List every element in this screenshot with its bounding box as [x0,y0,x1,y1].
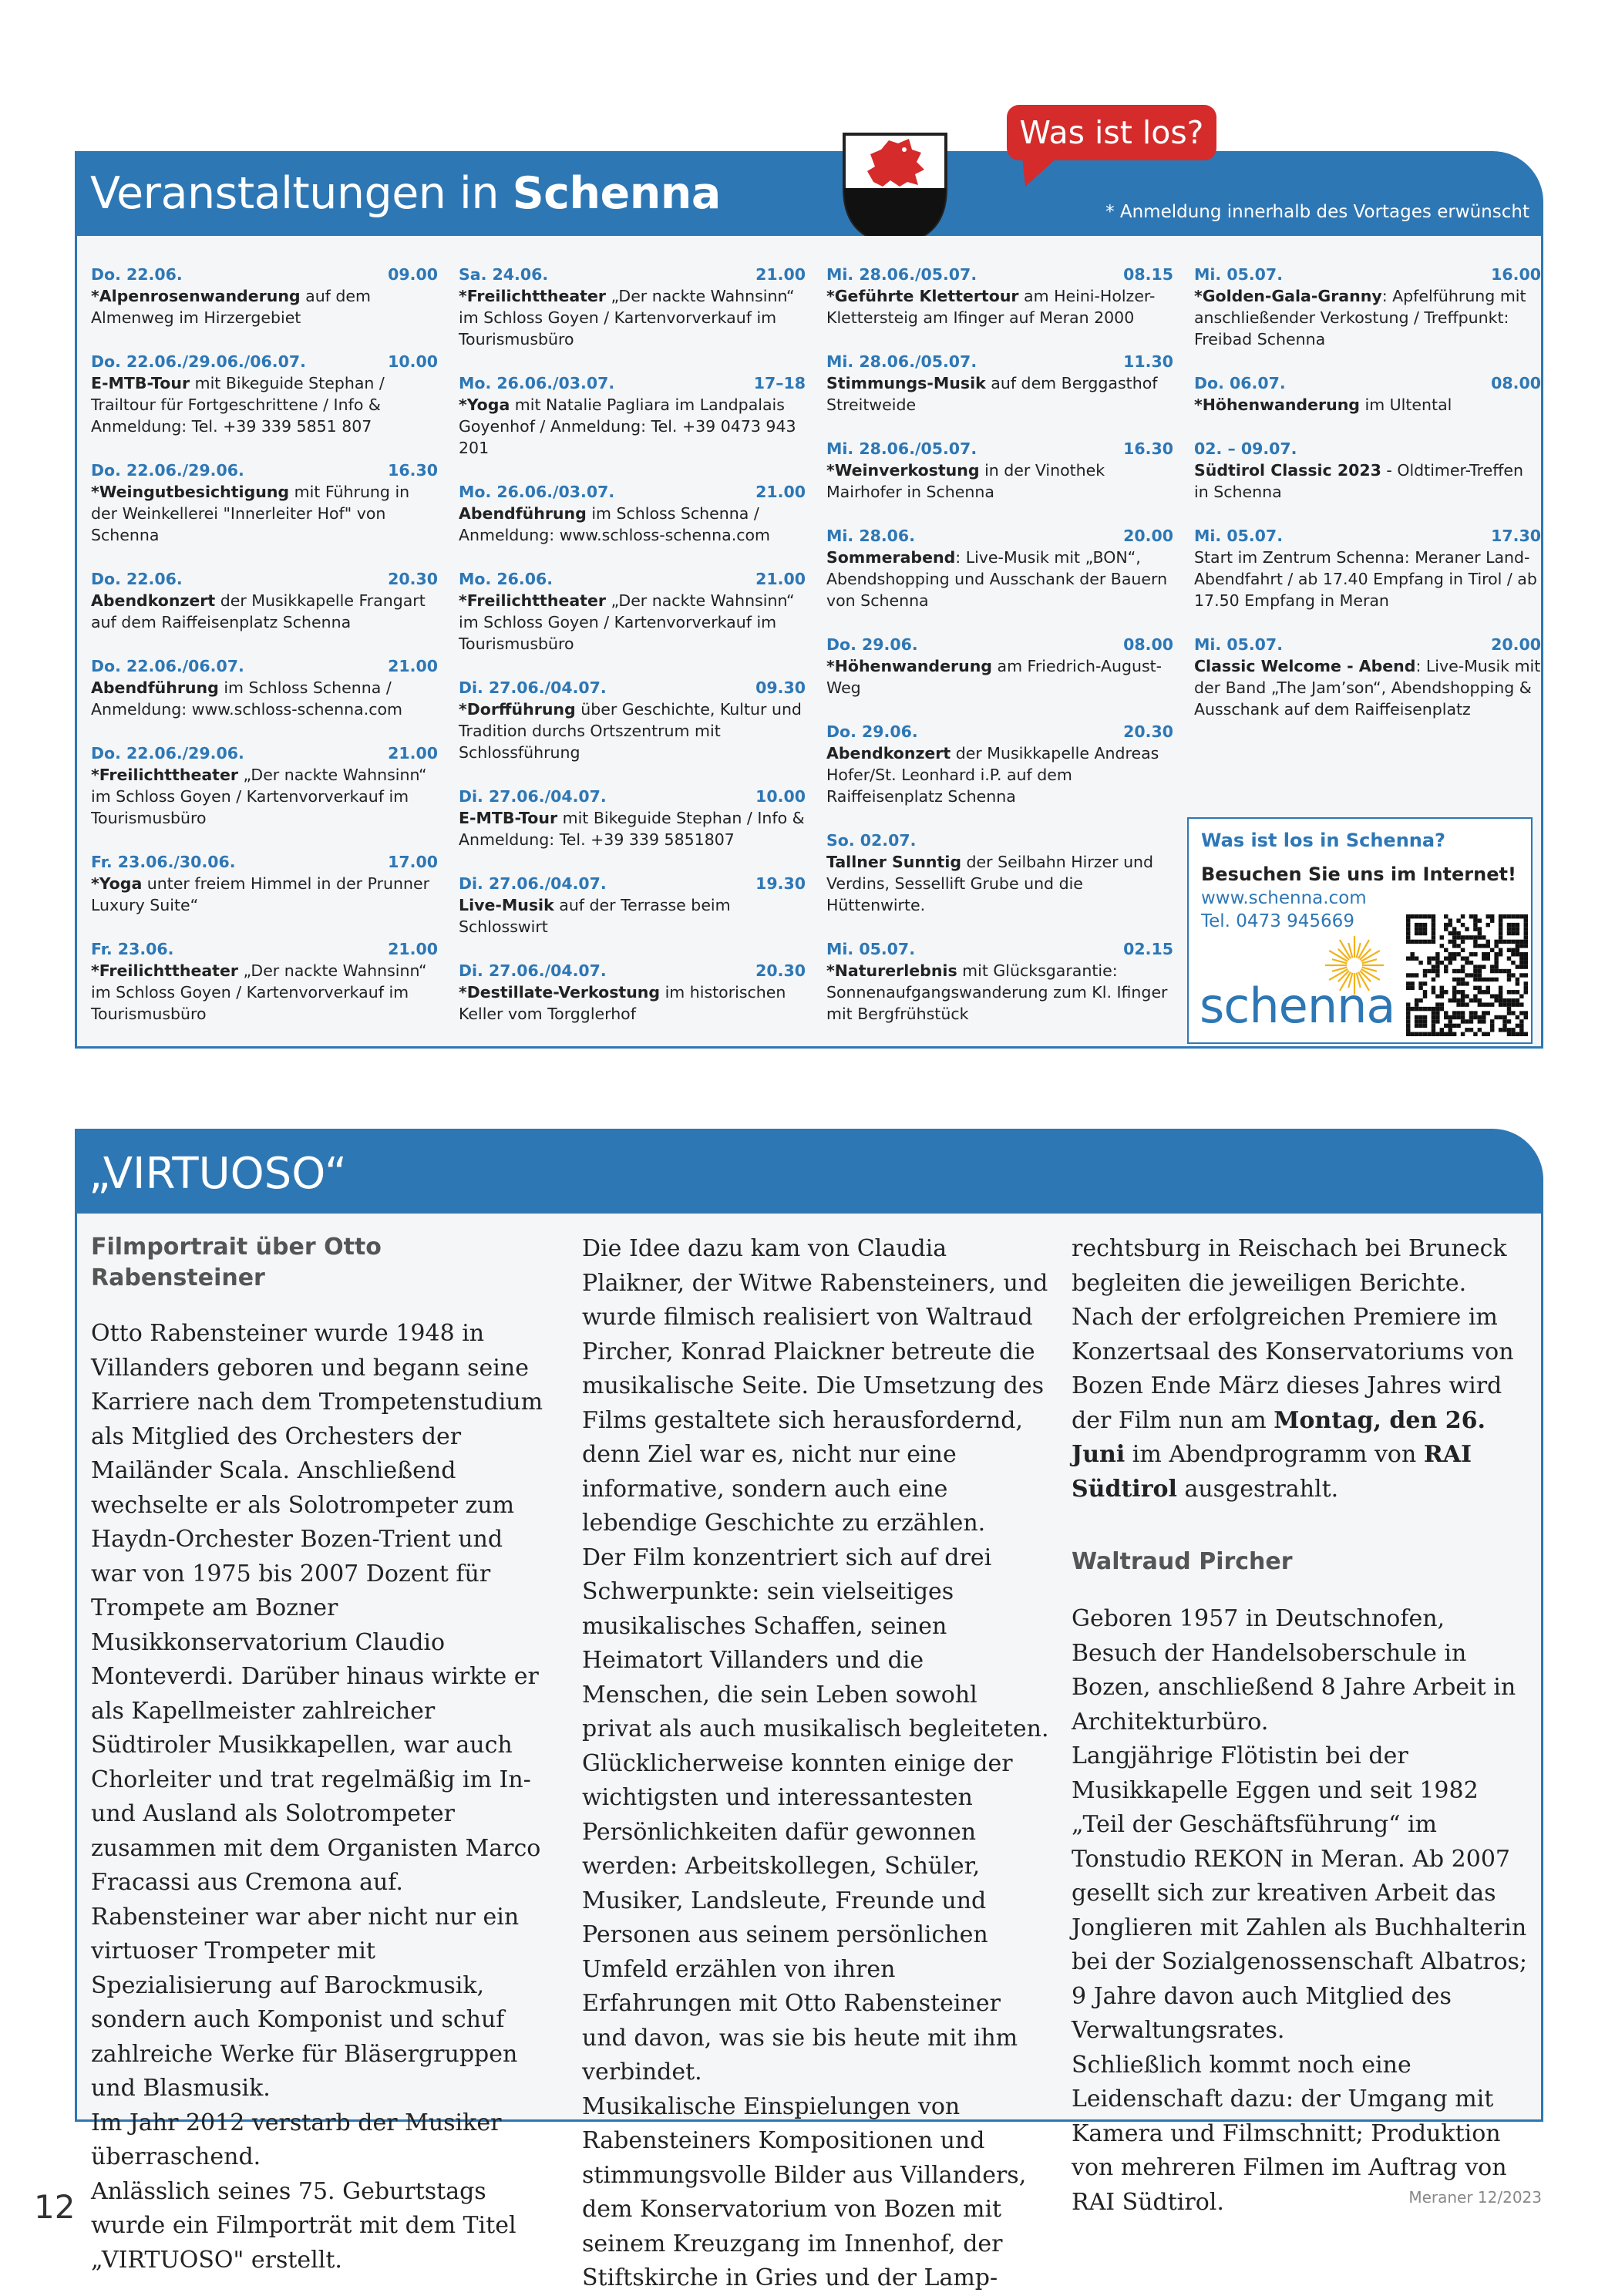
event-detail: mit Glücksgarantie: Sonnenaufgangswanderung zum Kl. Ifinger mit Bergfrühstück [826,961,1168,1023]
event-date: Mi. 05.07. [1194,635,1283,654]
event-name: *Weinverkostung [826,461,980,480]
event-item [826,438,1173,503]
event-header [459,264,806,285]
event-time: 20.00 [1123,527,1173,545]
event-item [459,481,806,546]
event-time: 09.00 [388,265,438,284]
event-name: *Destillate-Verkostung [459,983,661,1002]
event-header [826,830,1173,851]
event-date: Mi. 05.07. [1194,265,1283,284]
event-name: *Dorfführung [459,700,576,719]
event-date: Sa. 24.06. [459,265,549,284]
event-detail: im Schloss Schenna / Anmeldung: www.schloss-schenna.com [459,504,771,544]
event-description [91,481,438,546]
info-website-link[interactable]: www.schenna.com [1201,888,1367,908]
event-detail: der Musikkapelle Frangart auf dem Raiffeisenplatz Schenna [91,591,426,631]
events-title: Veranstaltungen in Schenna [90,168,721,219]
event-item [91,851,438,916]
event-description [826,960,1173,1025]
event-date: Fr. 23.06. [91,940,174,958]
event-name: Abendführung [459,504,587,523]
event-date: Di. 27.06./04.07. [459,787,607,806]
event-item [826,351,1173,416]
event-name: Sommerabend [826,548,956,567]
event-name: *Yoga [91,874,143,893]
event-date: Mo. 26.06. [459,570,554,588]
event-header [826,351,1173,372]
event-detail: mit Führung in der Weinkellerei "Innerleiter Hof" von Schenna [91,483,410,544]
event-header [91,742,438,764]
event-item [459,873,806,938]
callout-bubble: Was ist los? [1007,105,1216,160]
event-date: Mo. 26.06./03.07. [459,374,615,392]
event-date: Do. 22.06./06.07. [91,657,244,675]
event-item [91,351,438,437]
event-date: Do. 22.06./29.06./06.07. [91,352,306,371]
event-date: Do. 22.06./29.06. [91,461,244,480]
event-detail: auf der Terrasse beim Schlosswirt [459,896,731,936]
event-header [459,786,806,807]
event-name: *Freilichttheater [91,766,238,784]
event-header [459,568,806,590]
event-date: Do. 22.06. [91,265,183,284]
event-date: Di. 27.06./04.07. [459,874,607,893]
event-header [826,438,1173,460]
event-time: 16.30 [388,461,438,480]
event-header [459,372,806,394]
event-name: *Weingutbesichtigung [91,483,290,501]
event-item [91,655,438,720]
event-item [1194,438,1541,503]
event-header [1194,264,1541,285]
event-header [1194,438,1541,460]
coat-of-arms-icon [841,131,949,245]
article-subheading: Filmportrait über Otto Rabensteiner [91,1234,382,1291]
schenna-logo: schenna [1200,978,1395,1034]
event-header [826,938,1173,960]
event-time: 08.00 [1491,374,1541,392]
event-header [826,525,1173,547]
event-description [826,460,1173,503]
event-item [826,634,1173,699]
article-title: „VIRTUOSO“ [89,1149,348,1199]
event-item [826,525,1173,611]
events-note: * Anmeldung innerhalb des Vortages erwünscht [1105,202,1529,222]
event-time: 20.00 [1491,635,1541,654]
events-column-2 [459,264,806,1047]
article-paragraph: Die Idee dazu kam von Claudia Plaikner, der Witwe Rabensteiners, und wurde filmisch realisiert von Waltraud Pircher, Konrad Plaickner betreute die musikalische Seite. Die Umsetzung des Films gestaltete sich herausfordernd, denn Ziel war es, nicht nur eine informative, sondern auch eine lebendige Geschichte zu erzählen. Der Film konzentriert sich auf drei Schwerpunkte: sein vielseitiges musikalisches Schaffen, seinen Heimatort Villanders und die Menschen, die sein Leben sowohl privat als auch musikalisch begleiteten. Glücklicherweise konnten einige der wichtigsten und interessantesten Persönlichkeiten dafür gewonnen werden: Arbeitskollegen, Schüler, Musiker, Landsleute, Freunde und Personen aus seinem persönlichen Umfeld erzählen von ihren Erfahrungen mit Otto Rabensteiner und davon, was sie bis heute mit ihm verbindet. Musikalische Einspielungen von Rabensteiners Kompositionen und stimmungsvolle Bilder aus Villanders, dem Konservatorium von Bozen mit seinem Kreuzgang im Innenhof, der Stiftskirche in Gries und der Lamp- [582,1235,1049,2291]
event-time: 09.30 [755,678,806,697]
event-detail: „Der nackte Wahnsinn“ im Schloss Goyen / Kartenvorverkauf im Tourismusbüro [459,591,795,653]
event-time: 08.15 [1123,265,1173,284]
event-item [826,264,1173,328]
article-column-2 [582,1232,1051,2296]
event-header [91,351,438,372]
event-item [459,568,806,655]
event-time: 21.00 [755,265,806,284]
event-name: *Yoga [459,396,510,414]
event-date: Mi. 28.06. [826,527,915,545]
event-header [826,634,1173,655]
event-name: *Höhenwanderung [826,657,992,675]
info-box [1187,817,1533,1044]
event-date: Di. 27.06./04.07. [459,678,607,697]
event-detail: mit Bikeguide Stephan / Info & Anmeldung: Tel. +39 339 5851807 [459,809,805,849]
event-name: *Freilichttheater [459,287,606,305]
event-date: 02. – 09.07. [1194,439,1297,458]
event-date: Mo. 26.06./03.07. [459,483,615,501]
event-time: 21.00 [388,657,438,675]
event-item [91,460,438,546]
event-description [826,372,1173,416]
event-name: *Freilichttheater [459,591,606,610]
event-time: 11.30 [1123,352,1173,371]
event-description [1194,547,1541,611]
event-description [459,699,806,763]
event-time: 16.00 [1491,265,1541,284]
event-name: Abendkonzert [826,744,951,763]
event-time: 20.30 [755,961,806,980]
event-time: 19.30 [755,874,806,893]
event-date: Mi. 05.07. [826,940,915,958]
event-name: Südtirol Classic 2023 [1194,461,1381,480]
event-name: *Golden-Gala-Granny [1194,287,1382,305]
info-phone: Tel. 0473 945669 [1201,911,1354,931]
event-detail: am Heini-Holzer-Klettersteig am Ifinger auf Meran 2000 [826,287,1156,327]
event-time: 10.00 [755,787,806,806]
event-time: 21.00 [755,483,806,501]
event-name: Abendkonzert [91,591,216,610]
event-description [1194,285,1541,350]
event-header [91,655,438,677]
event-time: 20.30 [1123,722,1173,741]
event-item [459,960,806,1025]
event-time: 21.00 [755,570,806,588]
event-item [459,372,806,459]
event-date: Do. 06.07. [1194,374,1286,392]
event-description [459,807,806,850]
event-detail: : Apfelführung mit anschließender Verkostung / Treffpunkt: Freibad Schenna [1194,287,1526,348]
article-subheading: Waltraud Pircher [1072,1548,1293,1575]
event-detail: : Live-Musik mit der Band „The Jam’son“, Abendshopping & Ausschank auf dem Raiffeisenplatz [1194,657,1541,719]
event-item [459,264,806,350]
event-header [459,481,806,503]
event-header [91,460,438,481]
event-name: E-MTB-Tour [91,374,190,392]
event-name: *Freilichttheater [91,961,238,980]
info-title: Was ist los in Schenna? [1201,830,1445,851]
event-description [91,764,438,829]
event-date: Do. 29.06. [826,722,918,741]
event-item [91,938,438,1025]
event-time: 02.15 [1123,940,1173,958]
event-description [826,285,1173,328]
info-visit: Besuchen Sie uns im Internet! [1201,864,1516,885]
callout-tail [1019,157,1065,188]
event-name: *Geführte Klettertour [826,287,1019,305]
event-time: 21.00 [388,940,438,958]
event-detail: - Oldtimer-Treffen in Schenna [1194,461,1523,501]
event-detail: unter freiem Himmel in der Prunner Luxury Suite“ [91,874,430,914]
event-item [91,264,438,328]
magazine-issue: Meraner 12/2023 [1408,2188,1542,2207]
event-item [826,721,1173,807]
event-name: *Alpenrosenwanderung [91,287,301,305]
event-header [826,264,1173,285]
event-date: Mi. 28.06./05.07. [826,439,977,458]
qr-code-icon[interactable] [1406,914,1528,1036]
event-detail: mit Bikeguide Stephan / Trailtour für Fortgeschrittene / Info & Anmeldung: Tel. +39 339 5851 807 [91,374,385,436]
event-detail: : Live-Musik mit „BON“, Abendshopping und Ausschank der Bauern von Schenna [826,548,1168,610]
event-detail: „Der nackte Wahnsinn“ im Schloss Goyen / Kartenvorverkauf im Tourismusbüro [91,961,427,1023]
event-time: 16.30 [1123,439,1173,458]
event-date: Do. 22.06./29.06. [91,744,244,763]
event-description [826,851,1173,916]
event-name: Tallner Sunntig [826,853,962,871]
event-description [826,547,1173,611]
article-header [75,1129,1543,1214]
event-header [1194,372,1541,394]
event-date: Fr. 23.06./30.06. [91,853,236,871]
event-description [459,981,806,1025]
event-header [91,938,438,960]
event-header [1194,525,1541,547]
event-item [826,830,1173,916]
event-time: 17–18 [753,374,806,392]
event-description [826,655,1173,699]
event-detail: in der Vinothek Mairhofer in Schenna [826,461,1105,501]
event-detail: der Seilbahn Hirzer und Verdins, Sessellift Grube und die Hüttenwirte. [826,853,1154,914]
event-description [459,590,806,655]
event-detail: im Ultental [1359,396,1452,414]
event-item [91,568,438,633]
event-name: Classic Welcome - Abend [1194,657,1416,675]
event-detail: am Friedrich-August-Weg [826,657,1163,697]
events-column-3 [826,264,1173,1047]
event-time: 20.30 [388,570,438,588]
article-column-1 [91,1232,554,2277]
event-date: Di. 27.06./04.07. [459,961,607,980]
event-item [1194,634,1541,720]
event-item [826,938,1173,1025]
event-time: 10.00 [388,352,438,371]
event-header [1194,634,1541,655]
event-header [459,677,806,699]
event-name: E-MTB-Tour [459,809,558,827]
event-description [1194,394,1541,416]
event-description [91,372,438,437]
event-time: 17.00 [388,853,438,871]
event-description [91,677,438,720]
event-name: Stimmungs-Musik [826,374,986,392]
event-detail: der Musikkapelle Andreas Hofer/St. Leonhard i.P. auf dem Raiffeisenplatz Schenna [826,744,1159,806]
event-description [91,960,438,1025]
event-date: Mi. 28.06./05.07. [826,265,977,284]
article-paragraph: Otto Rabensteiner wurde 1948 in Villanders geboren und begann seine Karriere nach dem Trompetenstudium als Mitglied des Orchesters der Mailänder Scala. Anschließend wechselte er als Solotrompeter zum Haydn-Orchester Bozen-Trient und war von 1975 bis 2007 Dozent für Trompete am Bozner Musikkonservatorium Claudio Monteverdi. Darüber hinaus wirkte er als Kapellmeister zahlreicher Südtiroler Musikkapellen, war auch Chorleiter und trat regelmäßig im In- und Ausland als Solotrompeter zusammen mit dem Organisten Marco Fracassi aus Cremona auf. Rabensteiner war aber nicht nur ein virtuoser Trompeter mit Spezialisierung auf Barockmusik, sondern auch Komponist und schuf zahlreiche Werke für Bläsergruppen und Blasmusik. Im Jahr 2012 verstarb der Musiker überraschend. Anlässlich seines 75. Geburtstags wurde ein Filmporträt mit dem Titel „VIRTUOSO" erstellt. [91,1320,543,2274]
event-header [459,873,806,894]
event-detail: „Der nackte Wahnsinn“ im Schloss Goyen / Kartenvorverkauf im Tourismusbüro [459,287,795,348]
events-header [75,151,1543,236]
event-date: Mi. 05.07. [1194,527,1283,545]
event-date: Do. 22.06. [91,570,183,588]
event-description [459,285,806,350]
events-column-1 [91,264,438,1047]
events-column-4 [1194,264,1541,742]
event-description [1194,460,1541,503]
event-item [1194,264,1541,350]
event-detail: im historischen Keller vom Torgglerhof [459,983,786,1023]
event-detail: im Schloss Schenna / Anmeldung: www.schloss-schenna.com [91,678,403,719]
event-description [91,873,438,916]
event-detail: über Geschichte, Kultur und Tradition durchs Ortszentrum mit Schlossführung [459,700,802,762]
event-header [826,721,1173,742]
event-item [91,742,438,829]
event-detail: „Der nackte Wahnsinn“ im Schloss Goyen / Kartenvorverkauf im Tourismusbüro [91,766,427,827]
event-item [1194,372,1541,416]
event-name: Live-Musik [459,896,554,914]
article-paragraph: rechtsburg in Reischach bei Bruneck begleiten die jeweiligen Berichte. Nach der erfolgreichen Premiere im Konzertsaal des Konservatoriums von Bozen Ende März dieses Jahres wird der Film nun am Montag, den 26. Juni im Abendprogramm von RAI Südtirol ausgestrahlt. [1072,1235,1514,1503]
event-header [91,568,438,590]
event-date: Do. 29.06. [826,635,918,654]
event-item [459,786,806,850]
event-description [459,394,806,459]
event-date: So. 02.07. [826,831,917,850]
event-description [1194,655,1541,720]
article-column-3 [1072,1232,1534,2220]
event-detail: mit Natalie Pagliara im Landpalais Goyenhof / Anmeldung: Tel. +39 0473 943 201 [459,396,796,457]
event-name: *Höhenwanderung [1194,396,1360,414]
event-description [459,894,806,938]
article-paragraph: Geboren 1957 in Deutschnofen, Besuch der Handelsoberschule in Bozen, anschließend 8 Jahre Arbeit in Architekturbüro. Langjährige Flötistin bei der Musikkapelle Eggen und seit 1982 „Teil der Geschäftsführung“ im Tonstudio REKON in Meran. Ab 2007 gesellt sich zur kreativen Arbeit das Jonglieren mit Zahlen als Buchhalterin bei der Sozialgenossenschaft Albatros; 9 Jahre davon auch Mitglied des Verwaltungsrates. Schließlich kommt noch eine Leidenschaft dazu: der Umgang mit Kamera und Filmschnitt; Produktion von mehreren Filmen im Auftrag von RAI Südtirol. [1072,1605,1528,2216]
page-number: 12 [34,2188,76,2226]
event-header [91,264,438,285]
event-date: Mi. 28.06./05.07. [826,352,977,371]
event-name: *Naturerlebnis [826,961,957,980]
event-item [459,677,806,763]
event-description [826,742,1173,807]
event-time: 08.00 [1123,635,1173,654]
event-header [91,851,438,873]
event-time: 21.00 [388,744,438,763]
event-description [91,590,438,633]
event-detail: auf dem Almenweg im Hirzergebiet [91,287,372,327]
event-item [1194,525,1541,611]
event-name: Abendführung [91,678,219,697]
event-description [459,503,806,546]
event-detail: auf dem Berggasthof Streitweide [826,374,1158,414]
event-header [459,960,806,981]
event-time: 17.30 [1491,527,1541,545]
event-detail: Start im Zentrum Schenna: Meraner Land-Abendfahrt / ab 17.40 Empfang in Tirol / ab 17.50 Empfang in Meran [1194,548,1537,610]
event-description [91,285,438,328]
